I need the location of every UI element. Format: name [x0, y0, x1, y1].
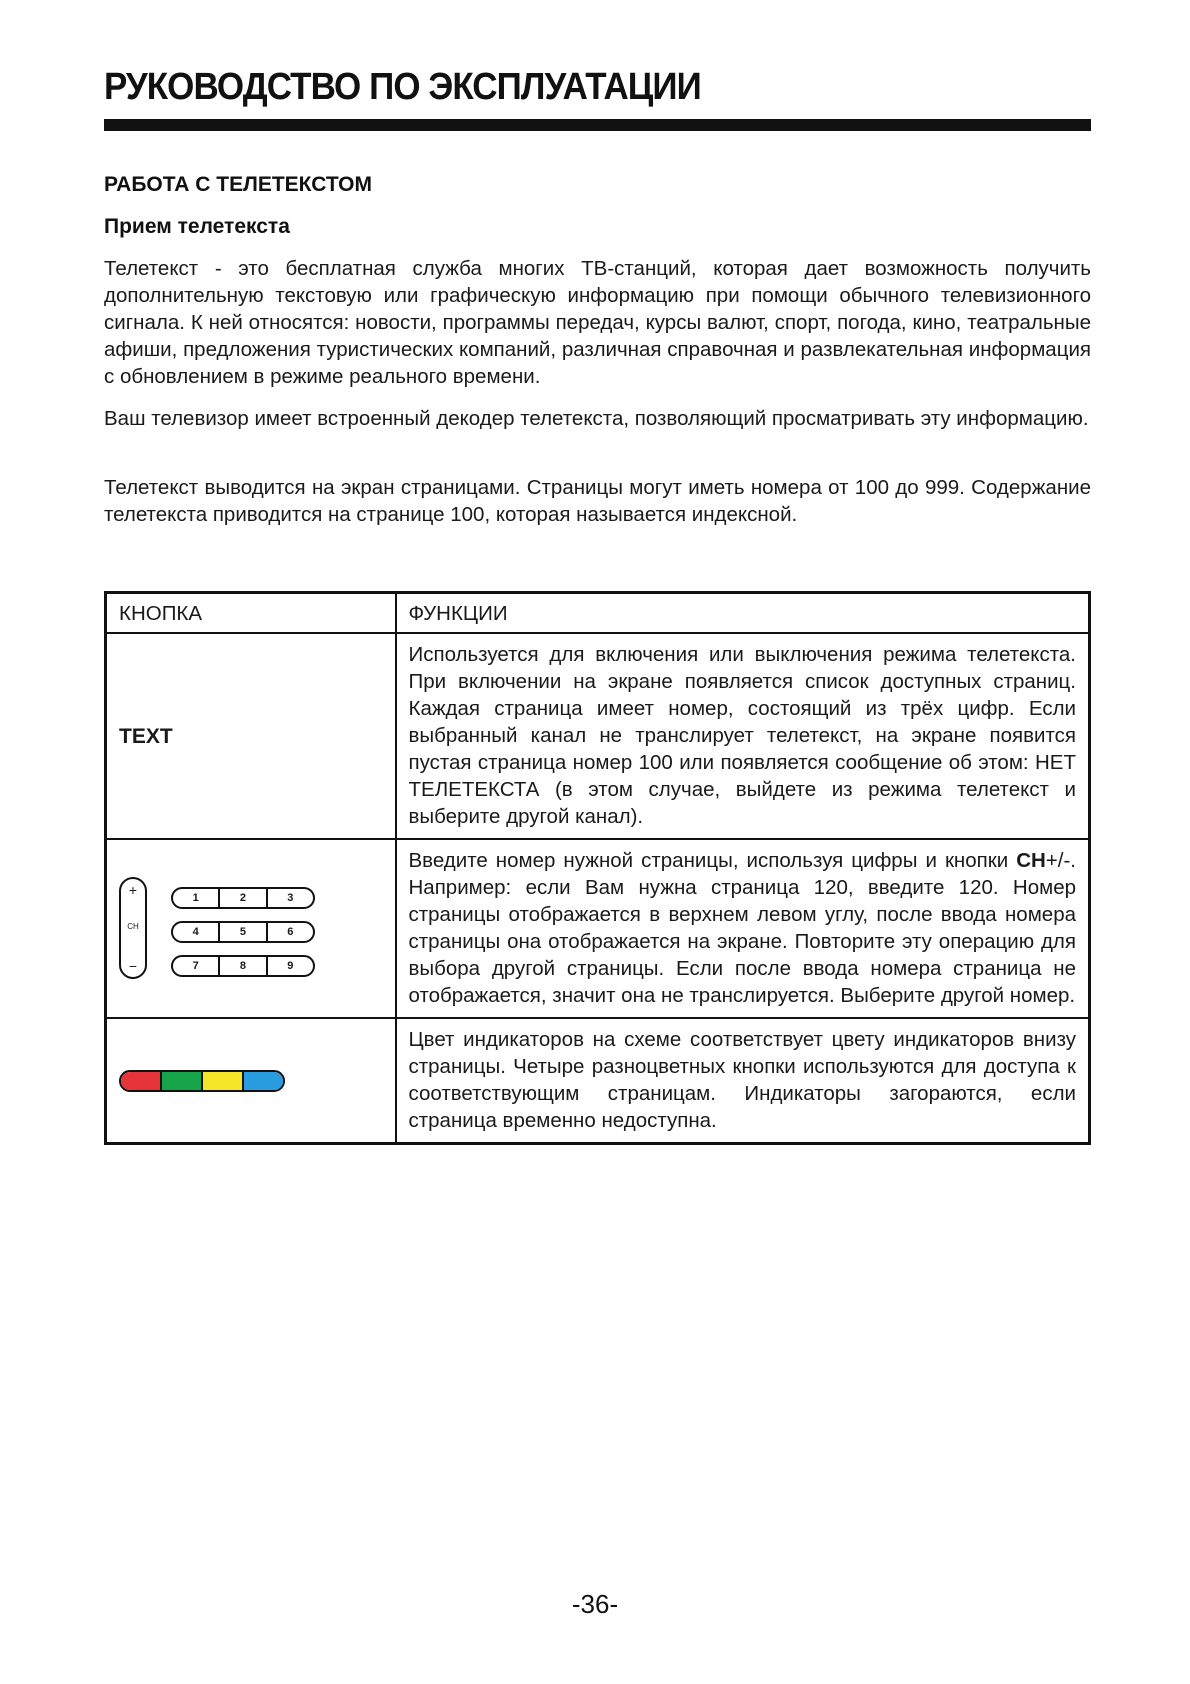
paragraph: Телетекст выводится на экран страницами. Страницы могут иметь номера от 100 до 999. Содержание телетекста приводится на странице 100, которая называется индексной.	[104, 476, 1091, 526]
table-row	[106, 839, 1090, 1018]
button-cell	[106, 839, 396, 1018]
table-row	[106, 1018, 1090, 1144]
paragraph: Ваш телевизор имеет встроенный декодер телетекста, позволяющий просматривать эту информацию.	[104, 407, 1089, 430]
section-heading: РАБОТА С ТЕЛЕТЕКСТОМ	[104, 173, 372, 196]
function-description: Цвет индикаторов на схеме соответствует цвету индикаторов внизу страницы. Четыре разноцветных кнопки используются для доступа к соответствующим страницам. Индикаторы загораются, если страница временно недоступна.	[396, 1018, 1090, 1144]
digit-row	[171, 955, 315, 977]
button-cell	[106, 1018, 396, 1144]
digit-key: 2	[218, 889, 265, 907]
table-row	[106, 633, 1090, 839]
text-button-label: TEXT	[119, 724, 173, 748]
description-text: +/-. Например: если Вам нужна страница 120, введите 120. Номер страницы отображается в верхнем левом углу, после ввода номера страницы она отображается на экране. Повторите эту операцию для выбора другой страницы. Если после ввода номера страница не отображается, значит она не транслируется. Выберите другой номер.	[408, 849, 1076, 1007]
button-cell	[106, 633, 396, 839]
color-buttons-icon	[119, 1070, 285, 1092]
table-header-row	[106, 593, 1090, 634]
sub-heading: Прием телетекста	[104, 215, 290, 238]
ch-label: CH	[127, 921, 139, 931]
blue-button-icon	[242, 1072, 283, 1090]
digit-key: 4	[192, 925, 199, 938]
function-description: Используется для включения или выключения режима телетекста. При включении на экране появляется список доступных страниц. Каждая страница имеет номер, состоящий из трёх цифр. Если выбранный канал не транслирует телетекст, на экране появится пустая страница номер 100 или появляется сообщение об этом: НЕТ ТЕЛЕТЕКСТА (в этом случае, выйдете из режима телетекст и выберите другой канал).	[396, 633, 1090, 839]
digit-key: 3	[266, 889, 313, 907]
description-text: Введите номер нужной страницы, используя цифры и кнопки	[408, 849, 1017, 872]
digit-key: 8	[218, 957, 265, 975]
ch-minus-label: −	[128, 957, 138, 974]
digit-key: 7	[192, 959, 199, 972]
ch-rocker-icon	[119, 877, 147, 979]
header-button: КНОПКА	[106, 593, 396, 634]
ch-button-name: CH	[1016, 849, 1046, 872]
numeric-keypad-icon	[119, 877, 319, 981]
digit-key: 9	[266, 957, 313, 975]
digit-row	[171, 921, 315, 943]
paragraph: Телетекст - это бесплатная служба многих ТВ-станций, которая дает возможность получить дополнительную текстовую или графическую информацию при помощи обычного телевизионного сигнала. К ней относятся: новости, программы передач, курсы валют, спорт, погода, кино, театральные афиши, предложения туристических компаний, различная справочная и развлекательная информация с обновлением в режиме реального времени.	[104, 257, 1091, 388]
function-description	[396, 839, 1090, 1018]
digit-key: 6	[266, 923, 313, 941]
digit-key: 1	[192, 891, 199, 904]
header-functions: ФУНКЦИИ	[396, 593, 1090, 634]
page-title: РУКОВОДСТВО ПО ЭКСПЛУАТАЦИИ	[104, 66, 701, 108]
button-function-table	[104, 591, 1091, 1145]
digit-key: 5	[218, 923, 265, 941]
green-button-icon	[160, 1072, 201, 1090]
red-button-icon	[121, 1072, 160, 1090]
title-divider	[104, 119, 1091, 131]
digit-row	[171, 887, 315, 909]
ch-plus-label: +	[128, 881, 138, 898]
page-number: -36-	[571, 1589, 619, 1619]
yellow-button-icon	[201, 1072, 242, 1090]
